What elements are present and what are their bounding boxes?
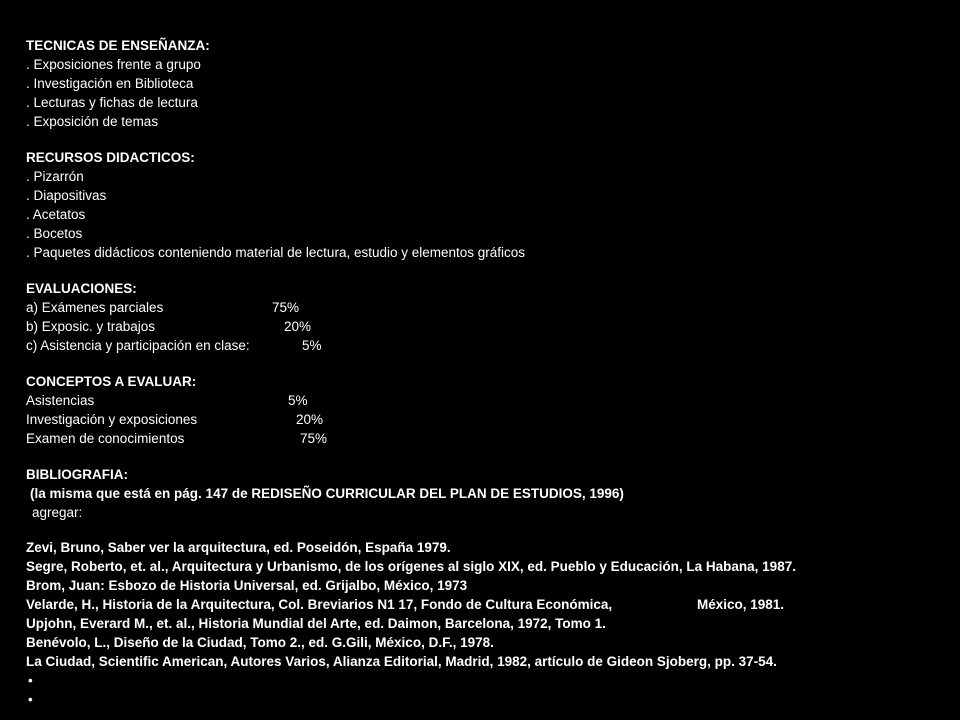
conceptos-row (26, 429, 946, 448)
tecnicas-item: . Exposiciones frente a grupo (26, 57, 201, 72)
conceptos-value: 5% (288, 393, 308, 408)
bibliografia-heading: BIBLIOGRAFIA: (26, 467, 128, 482)
bibliografia-entry: La Ciudad, Scientific American, Autores Varios, Alianza Editorial, Madrid, 1982, artículo de Gideon Sjoberg, pp. 37-54. (26, 654, 777, 669)
tecnicas-item: . Investigación en Biblioteca (26, 76, 194, 91)
tecnicas-item: . Exposición de temas (26, 114, 159, 129)
recursos-item: . Diapositivas (26, 188, 107, 203)
evaluaciones-value: 20% (284, 319, 312, 334)
conceptos-label: Examen de conocimientos (26, 431, 185, 446)
recursos-item: . Pizarrón (26, 169, 84, 184)
bibliografia-entry: Segre, Roberto, et. al., Arquitectura y Urbanismo, de los orígenes al siglo XIX, ed. Pueblo y Educación, La Habana, 1987. (26, 559, 796, 574)
evaluaciones-row (26, 317, 946, 336)
conceptos-value: 75% (300, 431, 328, 446)
evaluaciones-row (26, 336, 946, 355)
slide-content (26, 36, 946, 709)
bibliografia-entry: Brom, Juan: Esbozo de Historia Universal, ed. Grijalbo, México, 1973 (26, 578, 468, 593)
conceptos-label: Asistencias (26, 393, 95, 408)
conceptos-label: Investigación y exposiciones (26, 412, 198, 427)
bullet-point: • (28, 692, 33, 707)
recursos-item: . Acetatos (26, 207, 86, 222)
conceptos-heading: CONCEPTOS A EVALUAR: (26, 374, 197, 389)
bibliografia-entry: Benévolo, L., Diseño de la Ciudad, Tomo 2., ed. G.Gili, México, D.F., 1978. (26, 635, 494, 650)
evaluaciones-heading: EVALUACIONES: (26, 281, 137, 296)
conceptos-value: 20% (296, 412, 324, 427)
conceptos-row (26, 410, 946, 429)
tecnicas-heading: TECNICAS DE ENSEÑANZA: (26, 38, 210, 53)
evaluaciones-value: 75% (272, 300, 300, 315)
recursos-item: . Paquetes didácticos conteniendo material de lectura, estudio y elementos gráficos (26, 245, 526, 260)
evaluaciones-label: b) Exposic. y trabajos (26, 319, 156, 334)
bibliografia-entry: Zevi, Bruno, Saber ver la arquitectura, ed. Poseidón, España 1979. (26, 540, 451, 555)
recursos-heading: RECURSOS DIDACTICOS: (26, 150, 195, 165)
tecnicas-item: . Lecturas y fichas de lectura (26, 95, 198, 110)
recursos-item: . Bocetos (26, 226, 83, 241)
bibliografia-entry-text: Velarde, H., Historia de la Arquitectura, Col. Breviarios N1 17, Fondo de Cultura Económica, (26, 597, 613, 612)
bibliografia-agregar: agregar: (32, 505, 83, 520)
evaluaciones-row (26, 298, 946, 317)
evaluaciones-label: c) Asistencia y participación en clase: (26, 338, 250, 353)
bibliografia-entry-tail: México, 1981. (697, 597, 785, 612)
bullet-point: • (28, 673, 33, 688)
evaluaciones-label: a) Exámenes parciales (26, 300, 164, 315)
bibliografia-entry: Upjohn, Everard M., et. al., Historia Mundial del Arte, ed. Daimon, Barcelona, 1972, Tomo 1. (26, 616, 606, 631)
bibliografia-note: (la misma que está en pág. 147 de REDISEÑO CURRICULAR DEL PLAN DE ESTUDIOS, 1996) (30, 486, 624, 501)
bibliografia-entry (26, 595, 946, 614)
conceptos-row (26, 391, 946, 410)
evaluaciones-value: 5% (302, 338, 322, 353)
